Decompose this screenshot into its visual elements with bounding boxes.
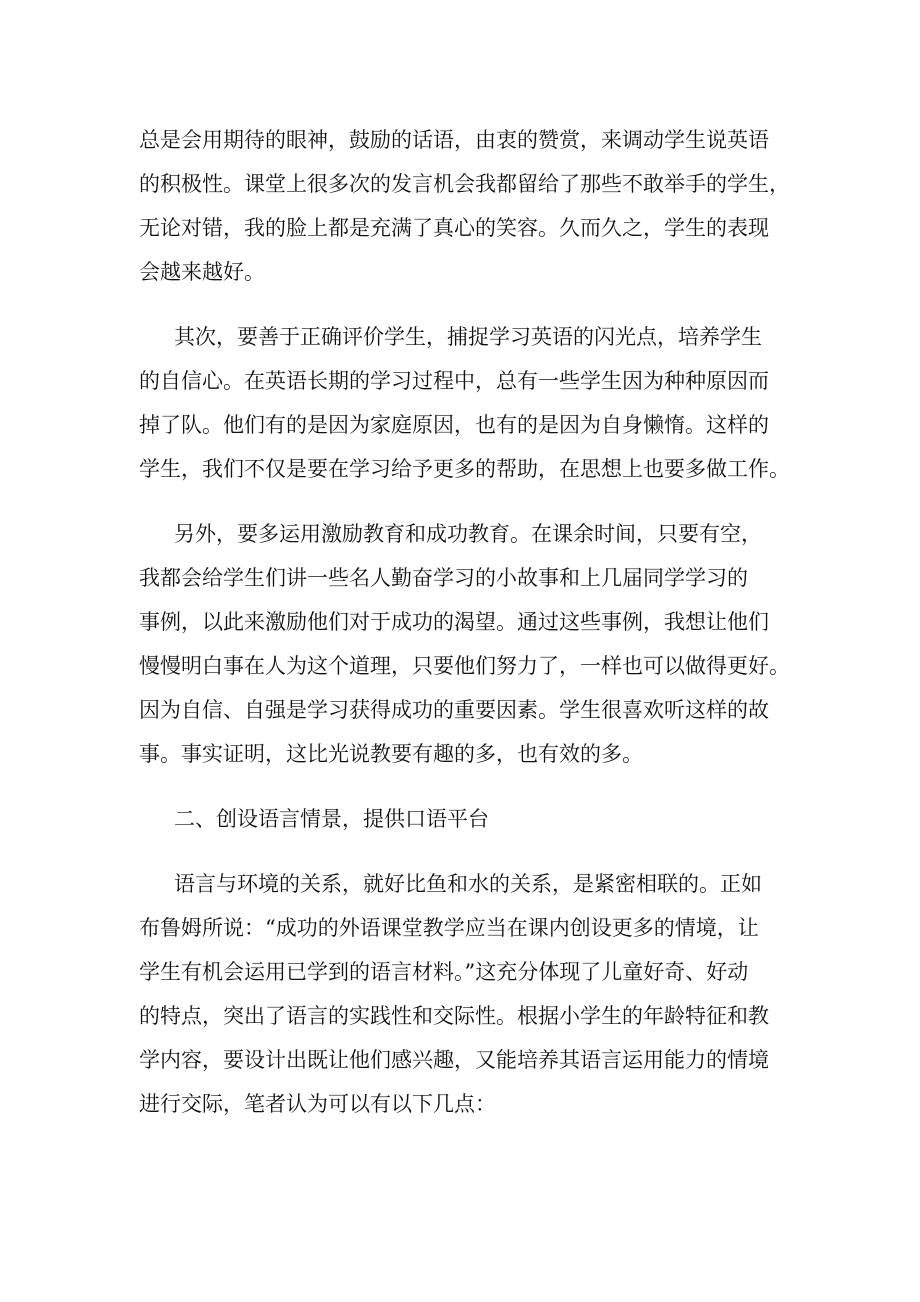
text-line: 总是会用期待的眼神，鼓励的话语，由衷的赞赏，来调动学生说英语	[139, 128, 769, 152]
text-line: 会越来越好。	[139, 260, 265, 284]
section-heading	[139, 797, 791, 841]
heading-text: 二、创设语言情景，提供口语平台	[174, 807, 489, 831]
text-line: 进行交际，笔者认为可以有以下几点：	[139, 1092, 496, 1116]
text-line: 的自信心。在英语长期的学习过程中，总有一些学生因为种种原因而	[139, 369, 769, 393]
text-line: 事。事实证明，这比光说教要有趣的多，也有效的多。	[139, 742, 643, 766]
paragraph	[139, 118, 791, 294]
text-line: 无论对错，我的脸上都是充满了真心的笑容。久而久之，学生的表现	[139, 216, 769, 240]
text-line: 学内容，要设计出既让他们感兴趣，又能培养其语言运用能力的情境	[139, 1048, 769, 1072]
text-line: 另外，要多运用激励教育和成功教育。在课余时间，只要有空，	[174, 522, 762, 546]
document-body	[139, 118, 791, 1147]
text-line: 掉了队。他们有的是因为家庭原因，也有的是因为自身懒惰。这样的	[139, 413, 769, 437]
text-line: 的特点，突出了语言的实践性和交际性。根据小学生的年龄特征和教	[139, 1004, 769, 1028]
text-line: 学生有机会运用已学到的语言材料。”这充分体现了儿童好奇、好动	[139, 960, 749, 984]
text-line: 事例，以此来激励他们对于成功的渴望。通过这些事例，我想让他们	[139, 610, 769, 634]
text-line: 语言与环境的关系，就好比鱼和水的关系，是紧密相联的。正如	[174, 872, 762, 896]
text-line: 我都会给学生们讲一些名人勤奋学习的小故事和上几届同学学习的	[139, 566, 748, 590]
text-line: 慢慢明白事在人为这个道理，只要他们努力了，一样也可以做得更好。	[139, 654, 790, 678]
text-line: 其次，要善于正确评价学生，捕捉学习英语的闪光点，培养学生	[174, 325, 762, 349]
text-line: 布鲁姆所说：“成功的外语课堂教学应当在课内创设更多的情境，让	[139, 916, 759, 940]
text-line: 的积极性。课堂上很多次的发言机会我都留给了那些不敢举手的学生，	[139, 172, 790, 196]
paragraph	[139, 512, 791, 776]
text-line: 学生，我们不仅是要在学习给予更多的帮助，在思想上也要多做工作。	[139, 457, 790, 481]
paragraph	[139, 315, 791, 491]
text-line: 因为自信、自强是学习获得成功的重要因素。学生很喜欢听这样的故	[139, 698, 769, 722]
paragraph	[139, 862, 791, 1126]
